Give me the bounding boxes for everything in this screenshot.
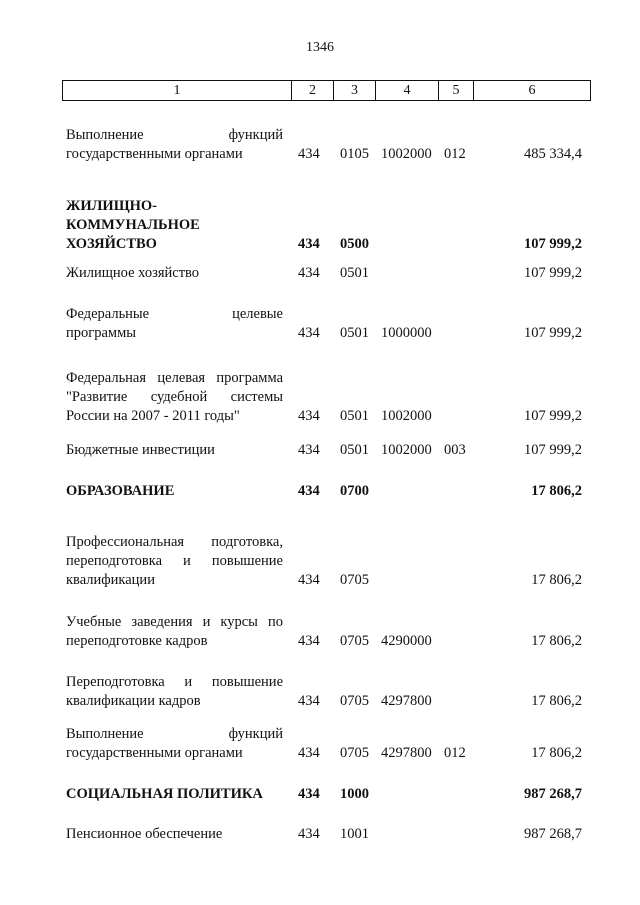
table-header (62, 80, 591, 101)
row-c2: 434 (298, 633, 320, 649)
row-c6: 17 806,2 (531, 693, 582, 709)
row-c5: 012 (444, 745, 466, 761)
row-name (66, 264, 283, 283)
row-name-line: России на 2007 - 2011 годы" (66, 408, 240, 424)
row-name-line: ЖИЛИЩНО- (66, 198, 158, 214)
row-name-line: Жилищное хозяйство (66, 265, 200, 281)
row-name (66, 785, 283, 804)
header-col-1: 1 (63, 81, 292, 100)
row-name (66, 533, 283, 590)
row-name-line: "Развитие судебной системы (66, 389, 283, 405)
row-c4: 1002000 (381, 146, 432, 162)
row-c3: 1001 (340, 826, 369, 842)
row-c3: 0501 (340, 408, 369, 424)
row-c2: 434 (298, 325, 320, 341)
row-c3: 0500 (340, 236, 369, 252)
row-c6: 107 999,2 (524, 442, 582, 458)
row-c3: 0705 (340, 693, 369, 709)
row-name (66, 673, 283, 711)
header-col-5: 5 (439, 81, 474, 100)
row-c3: 0501 (340, 442, 369, 458)
row-name-line: программы (66, 325, 136, 341)
row-c2: 434 (298, 483, 320, 499)
row-c2: 434 (298, 693, 320, 709)
row-c2: 434 (298, 236, 320, 252)
row-name-line: КОММУНАЛЬНОЕ (66, 217, 200, 233)
row-c2: 434 (298, 572, 320, 588)
row-name (66, 369, 283, 426)
row-c4: 4297800 (381, 693, 432, 709)
row-c6: 17 806,2 (531, 745, 582, 761)
row-c6: 17 806,2 (531, 633, 582, 649)
row-c4: 1002000 (381, 408, 432, 424)
row-c5: 003 (444, 442, 466, 458)
row-c3: 0105 (340, 146, 369, 162)
row-name (66, 197, 283, 254)
row-c3: 0705 (340, 745, 369, 761)
row-c4: 4297800 (381, 745, 432, 761)
header-col-6: 6 (528, 83, 536, 98)
row-c4: 1000000 (381, 325, 432, 341)
row-c6: 485 334,4 (524, 146, 582, 162)
row-name-line: квалификации кадров (66, 693, 201, 709)
row-name-line: Переподготовка и повышение (66, 674, 283, 690)
row-name (66, 441, 283, 460)
row-c2: 434 (298, 442, 320, 458)
row-name-line: квалификации (66, 572, 155, 588)
row-name-line: ОБРАЗОВАНИЕ (66, 483, 175, 499)
row-name-line: переподготовка и повышение (66, 553, 283, 569)
row-name-line: Бюджетные инвестиции (66, 442, 215, 458)
row-c3: 0705 (340, 633, 369, 649)
header-col-2: 2 (292, 81, 334, 100)
header-col-4: 4 (376, 81, 439, 100)
header-col-3: 3 (334, 81, 376, 100)
row-name (66, 305, 283, 343)
row-name-line: Выполнение функций (66, 127, 283, 143)
row-c6: 17 806,2 (531, 572, 582, 588)
row-name (66, 613, 283, 651)
row-c2: 434 (298, 826, 320, 842)
row-name-line: государственными органами (66, 745, 243, 761)
row-c6: 107 999,2 (524, 408, 582, 424)
row-name-line: Учебные заведения и курсы по (66, 614, 283, 630)
row-name (66, 126, 283, 164)
row-c6: 987 268,7 (524, 786, 582, 802)
row-name-line: СОЦИАЛЬНАЯ ПОЛИТИКА (66, 786, 263, 802)
row-c5: 012 (444, 146, 466, 162)
row-c3: 1000 (340, 786, 369, 802)
row-c2: 434 (298, 786, 320, 802)
row-name-line: ХОЗЯЙСТВО (66, 236, 157, 252)
row-name (66, 725, 283, 763)
row-c4: 1002000 (381, 442, 432, 458)
row-c4: 4290000 (381, 633, 432, 649)
row-name-line: Федеральные целевые (66, 306, 283, 322)
row-c6: 107 999,2 (524, 236, 582, 252)
row-name-line: Пенсионное обеспечение (66, 826, 223, 842)
row-c2: 434 (298, 745, 320, 761)
row-name-line: Федеральная целевая программа (66, 370, 283, 386)
row-name (66, 482, 283, 501)
row-c3: 0501 (340, 325, 369, 341)
row-c3: 0700 (340, 483, 369, 499)
row-name-line: государственными органами (66, 146, 243, 162)
row-c3: 0705 (340, 572, 369, 588)
row-name (66, 825, 283, 844)
row-name-line: переподготовке кадров (66, 633, 208, 649)
row-c6: 987 268,7 (524, 826, 582, 842)
row-name-line: Профессиональная подготовка, (66, 534, 283, 550)
row-c2: 434 (298, 146, 320, 162)
row-c6: 17 806,2 (531, 483, 582, 499)
page-number: 1346 (306, 40, 334, 55)
row-name-line: Выполнение функций (66, 726, 283, 742)
row-c3: 0501 (340, 265, 369, 281)
row-c2: 434 (298, 265, 320, 281)
row-c6: 107 999,2 (524, 325, 582, 341)
row-c2: 434 (298, 408, 320, 424)
row-c6: 107 999,2 (524, 265, 582, 281)
